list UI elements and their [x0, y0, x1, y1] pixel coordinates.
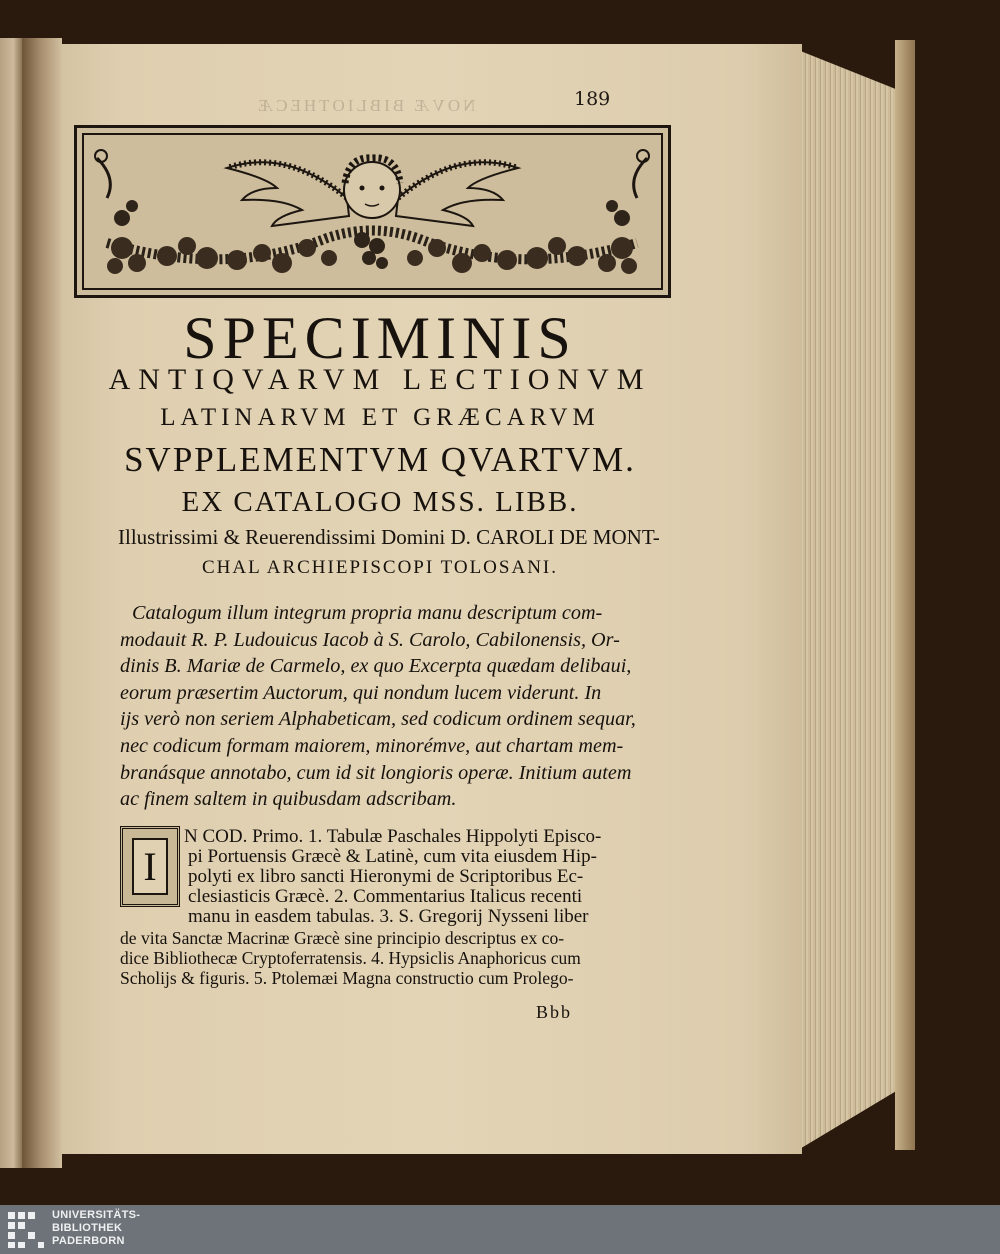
intro-line: nec codicum formam maiorem, minorémve, aut chartam mem- — [120, 734, 624, 757]
bleed-through-text: NOVÆ BIBLIOTHECÆ — [255, 96, 476, 115]
book-gutter — [22, 38, 62, 1168]
woodcut-headpiece — [74, 125, 671, 298]
cover-edge — [895, 40, 915, 1150]
intro-line: ijs verò non seriem Alphabeticam, sed codicum ordinem sequar, — [120, 708, 636, 731]
title-line-4: SVPPLEMENTVM QVARTVM. — [124, 440, 636, 479]
library-logo-icon — [6, 1210, 46, 1250]
headpiece-illustration — [77, 128, 668, 295]
intro-line: dinis B. Mariæ de Carmelo, ex quo Excerpta quædam delibaui, — [120, 655, 632, 678]
page-number: 189 — [574, 88, 611, 110]
library-name-line: UNIVERSITÄTS- — [52, 1209, 141, 1221]
library-name-line: PADERBORN — [52, 1235, 125, 1247]
body-line: polyti ex libro sancti Hieronymi de Scriptoribus Ec- — [188, 866, 584, 887]
body-line: clesiasticis Græcè. 2. Commentarius Italicus recenti — [188, 886, 583, 907]
title-line-3: LATINARVM ET GRÆCARVM — [160, 404, 600, 431]
title-line-5: EX CATALOGO MSS. LIBB. — [181, 486, 579, 518]
intro-line: Catalogum illum integrum propria manu descriptum com- — [132, 602, 603, 624]
intro-line: eorum præsertim Auctorum, qui nondum lucem viderunt. In — [120, 681, 602, 704]
intro-line: modauit R. P. Ludouicus Iacob à S. Carolo, Cabilonensis, Or- — [120, 628, 620, 651]
library-name — [52, 1209, 140, 1248]
page-block-edges — [798, 50, 908, 1150]
body-line: pi Portuensis Græcè & Latinè, cum vita eiusdem Hip- — [188, 846, 597, 867]
drop-cap-frame — [132, 838, 168, 895]
body-line: Scholijs & figuris. 5. Ptolemæi Magna constructio cum Prolego- — [120, 968, 574, 988]
title-line-7: CHAL ARCHIEPISCOPI TOLOSANI. — [202, 557, 558, 578]
intro-line: ac finem saltem in quibusdam adscribam. — [120, 788, 457, 811]
body-line: dice Bibliothecæ Cryptoferratensis. 4. Hypsiclis Anaphoricus cum — [120, 948, 581, 968]
body-line: manu in easdem tabulas. 3. S. Gregorij Nysseni liber — [188, 906, 589, 927]
body-line: de vita Sanctæ Macrinæ Græcè sine principio descriptus ex co- — [120, 928, 565, 948]
catchword: Bbb — [536, 1002, 573, 1022]
intro-line: branásque annotabo, cum id sit longioris operæ. Initium autem — [120, 761, 632, 784]
drop-cap — [120, 826, 180, 907]
library-footer-bar — [0, 1205, 1000, 1254]
intro-paragraph — [120, 600, 658, 813]
title-line-2: ANTIQVARVM LECTIONVM — [108, 363, 652, 396]
title-speciminis: SPECIMINIS — [183, 305, 577, 371]
title-line-6: Illustrissimi & Reuerendissimi Domini D. CAROLI DE MONT- — [118, 525, 660, 549]
body-line: N COD. Primo. 1. Tabulæ Paschales Hippolyti Episco- — [184, 826, 602, 847]
drop-cap-letter: I — [143, 843, 157, 889]
facing-page-edge — [0, 38, 22, 1168]
library-name-line: BIBLIOTHEK — [52, 1222, 123, 1234]
